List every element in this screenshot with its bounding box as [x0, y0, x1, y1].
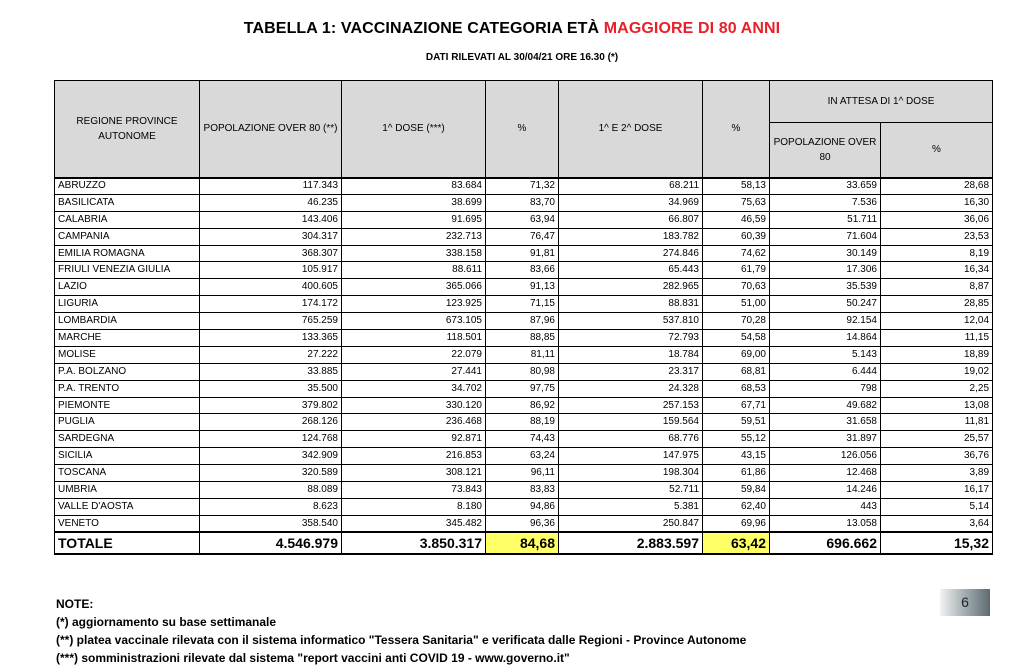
- note-line: (**) platea vaccinale rilevata con il sistema informatico "Tessera Sanitaria" e verificata dalle Regioni - Province Autonome: [56, 633, 747, 647]
- cell-attesa-popolazione: 33.659: [770, 178, 881, 195]
- cell-dose12: 274.846: [559, 245, 703, 262]
- cell-dose1: 330.120: [342, 397, 486, 414]
- cell-regione: VENETO: [55, 515, 200, 532]
- cell-dose1: 22.079: [342, 346, 486, 363]
- cell-pct2: 74,62: [703, 245, 770, 262]
- page-title: [0, 20, 1024, 38]
- cell-pct2: 46,59: [703, 211, 770, 228]
- cell-regione: SICILIA: [55, 448, 200, 465]
- cell-attesa-pct: 19,02: [881, 363, 993, 380]
- cell-attesa-popolazione: 798: [770, 380, 881, 397]
- cell-pct2: 70,63: [703, 279, 770, 296]
- cell-popolazione: 358.540: [200, 515, 342, 532]
- cell-pct1: 96,36: [486, 515, 559, 532]
- cell-dose1: 365.066: [342, 279, 486, 296]
- cell-attesa-pct: 28,68: [881, 178, 993, 195]
- cell-popolazione: 143.406: [200, 211, 342, 228]
- cell-dose12: 159.564: [559, 414, 703, 431]
- cell-dose1: 236.468: [342, 414, 486, 431]
- cell-pct1: 81,11: [486, 346, 559, 363]
- cell-attesa-pct: 3,64: [881, 515, 993, 532]
- cell-dose12: 23.317: [559, 363, 703, 380]
- cell-pct1: 63,24: [486, 448, 559, 465]
- cell-dose12: 282.965: [559, 279, 703, 296]
- header-dose1: 1^ DOSE (***): [342, 81, 486, 178]
- cell-popolazione: 117.343: [200, 178, 342, 195]
- cell-regione: MOLISE: [55, 346, 200, 363]
- cell-attesa-pct: 3,89: [881, 465, 993, 482]
- cell-attesa-popolazione: 14.864: [770, 330, 881, 347]
- cell-attesa-pct: 8,19: [881, 245, 993, 262]
- cell-attesa-popolazione: 51.711: [770, 211, 881, 228]
- cell-attesa-pct: 13,08: [881, 397, 993, 414]
- cell-attesa-popolazione: 92.154: [770, 313, 881, 330]
- cell-attesa-popolazione: 71.604: [770, 228, 881, 245]
- cell-attesa-pct: 28,85: [881, 296, 993, 313]
- cell-regione: ABRUZZO: [55, 178, 200, 195]
- cell-attesa-pct: 16,17: [881, 482, 993, 499]
- table-row: [55, 448, 993, 465]
- cell-regione: PIEMONTE: [55, 397, 200, 414]
- cell-pct1: 86,92: [486, 397, 559, 414]
- table-row: [55, 397, 993, 414]
- cell-dose12: 68.776: [559, 431, 703, 448]
- cell-attesa-pct: 36,76: [881, 448, 993, 465]
- cell-dose12: 250.847: [559, 515, 703, 532]
- cell-attesa-pct: 11,81: [881, 414, 993, 431]
- cell-popolazione: 174.172: [200, 296, 342, 313]
- total-attesa-popolazione: 696.662: [770, 532, 881, 554]
- cell-popolazione: 379.802: [200, 397, 342, 414]
- cell-popolazione: 133.365: [200, 330, 342, 347]
- cell-attesa-pct: 12,04: [881, 313, 993, 330]
- cell-pct2: 60,39: [703, 228, 770, 245]
- cell-dose1: 216.853: [342, 448, 486, 465]
- cell-pct1: 63,94: [486, 211, 559, 228]
- cell-popolazione: 46.235: [200, 194, 342, 211]
- cell-popolazione: 124.768: [200, 431, 342, 448]
- cell-pct2: 75,63: [703, 194, 770, 211]
- cell-dose12: 5.381: [559, 498, 703, 515]
- cell-dose1: 338.158: [342, 245, 486, 262]
- cell-attesa-popolazione: 12.468: [770, 465, 881, 482]
- total-row: [55, 532, 993, 554]
- cell-regione: P.A. TRENTO: [55, 380, 200, 397]
- total-popolazione: 4.546.979: [200, 532, 342, 554]
- cell-popolazione: 342.909: [200, 448, 342, 465]
- cell-dose1: 73.843: [342, 482, 486, 499]
- total-pct1: 84,68: [486, 532, 559, 554]
- total-label: TOTALE: [55, 532, 200, 554]
- cell-attesa-pct: 25,57: [881, 431, 993, 448]
- cell-pct2: 59,51: [703, 414, 770, 431]
- table-row: [55, 296, 993, 313]
- cell-popolazione: 33.885: [200, 363, 342, 380]
- cell-pct2: 69,96: [703, 515, 770, 532]
- cell-regione: LAZIO: [55, 279, 200, 296]
- cell-dose12: 198.304: [559, 465, 703, 482]
- note-line: (***) somministrazioni rilevate dal sistema "report vaccini anti COVID 19 - www.governo.it": [56, 651, 570, 665]
- cell-popolazione: 765.259: [200, 313, 342, 330]
- notes-heading: NOTE:: [56, 597, 94, 611]
- cell-attesa-popolazione: 49.682: [770, 397, 881, 414]
- cell-pct2: 54,58: [703, 330, 770, 347]
- cell-dose1: 34.702: [342, 380, 486, 397]
- cell-pct1: 83,70: [486, 194, 559, 211]
- table-body: [55, 178, 993, 533]
- cell-attesa-popolazione: 7.536: [770, 194, 881, 211]
- table-row: [55, 194, 993, 211]
- cell-pct2: 43,15: [703, 448, 770, 465]
- cell-dose1: 232.713: [342, 228, 486, 245]
- page-number: 6: [940, 589, 990, 616]
- cell-pct2: 55,12: [703, 431, 770, 448]
- cell-attesa-pct: 18,89: [881, 346, 993, 363]
- cell-attesa-popolazione: 6.444: [770, 363, 881, 380]
- table-row: [55, 515, 993, 532]
- cell-pct1: 91,13: [486, 279, 559, 296]
- cell-pct2: 68,81: [703, 363, 770, 380]
- cell-dose12: 24.328: [559, 380, 703, 397]
- table-row: [55, 262, 993, 279]
- table-row: [55, 211, 993, 228]
- table-row: [55, 482, 993, 499]
- table-row: [55, 228, 993, 245]
- table-row: [55, 346, 993, 363]
- cell-pct1: 74,43: [486, 431, 559, 448]
- cell-popolazione: 320.589: [200, 465, 342, 482]
- header-regione: REGIONE PROVINCE AUTONOME: [55, 81, 200, 178]
- header-attesa-pct: %: [881, 123, 993, 178]
- cell-attesa-pct: 16,34: [881, 262, 993, 279]
- cell-dose1: 38.699: [342, 194, 486, 211]
- cell-dose12: 34.969: [559, 194, 703, 211]
- cell-dose1: 27.441: [342, 363, 486, 380]
- cell-dose12: 72.793: [559, 330, 703, 347]
- cell-dose12: 257.153: [559, 397, 703, 414]
- cell-pct1: 87,96: [486, 313, 559, 330]
- table-row: [55, 330, 993, 347]
- cell-attesa-popolazione: 14.246: [770, 482, 881, 499]
- cell-dose1: 345.482: [342, 515, 486, 532]
- cell-dose1: 92.871: [342, 431, 486, 448]
- cell-dose12: 537.810: [559, 313, 703, 330]
- cell-regione: VALLE D'AOSTA: [55, 498, 200, 515]
- cell-pct2: 59,84: [703, 482, 770, 499]
- cell-popolazione: 368.307: [200, 245, 342, 262]
- cell-dose12: 18.784: [559, 346, 703, 363]
- cell-dose12: 147.975: [559, 448, 703, 465]
- cell-popolazione: 27.222: [200, 346, 342, 363]
- total-dose12: 2.883.597: [559, 532, 703, 554]
- cell-pct1: 88,19: [486, 414, 559, 431]
- cell-attesa-pct: 5,14: [881, 498, 993, 515]
- cell-attesa-popolazione: 443: [770, 498, 881, 515]
- cell-attesa-pct: 23,53: [881, 228, 993, 245]
- cell-pct2: 68,53: [703, 380, 770, 397]
- cell-attesa-pct: 16,30: [881, 194, 993, 211]
- cell-dose12: 65.443: [559, 262, 703, 279]
- cell-popolazione: 400.605: [200, 279, 342, 296]
- table-row: [55, 279, 993, 296]
- cell-dose1: 91.695: [342, 211, 486, 228]
- cell-pct1: 91,81: [486, 245, 559, 262]
- notes: [56, 595, 746, 667]
- table-row: [55, 498, 993, 515]
- cell-attesa-pct: 11,15: [881, 330, 993, 347]
- cell-dose1: 8.180: [342, 498, 486, 515]
- cell-regione: FRIULI VENEZIA GIULIA: [55, 262, 200, 279]
- cell-regione: TOSCANA: [55, 465, 200, 482]
- cell-dose1: 118.501: [342, 330, 486, 347]
- cell-pct1: 94,86: [486, 498, 559, 515]
- cell-pct1: 80,98: [486, 363, 559, 380]
- cell-popolazione: 35.500: [200, 380, 342, 397]
- cell-popolazione: 304.317: [200, 228, 342, 245]
- table-row: [55, 178, 993, 195]
- cell-dose12: 68.211: [559, 178, 703, 195]
- cell-attesa-popolazione: 31.658: [770, 414, 881, 431]
- header-attesa-popolazione: POPOLAZIONE OVER 80: [770, 123, 881, 178]
- table-row: [55, 363, 993, 380]
- cell-pct2: 51,00: [703, 296, 770, 313]
- cell-pct1: 97,75: [486, 380, 559, 397]
- cell-regione: SARDEGNA: [55, 431, 200, 448]
- cell-pct2: 61,86: [703, 465, 770, 482]
- cell-regione: UMBRIA: [55, 482, 200, 499]
- cell-regione: BASILICATA: [55, 194, 200, 211]
- table-row: [55, 465, 993, 482]
- page-subtitle: DATI RILEVATI AL 30/04/21 ORE 16.30 (*): [425, 52, 619, 63]
- cell-attesa-pct: 2,25: [881, 380, 993, 397]
- cell-pct1: 83,83: [486, 482, 559, 499]
- cell-pct2: 62,40: [703, 498, 770, 515]
- cell-dose12: 52.711: [559, 482, 703, 499]
- note-line: (*) aggiornamento su base settimanale: [56, 615, 277, 629]
- cell-attesa-popolazione: 31.897: [770, 431, 881, 448]
- total-pct2: 63,42: [703, 532, 770, 554]
- cell-dose1: 673.105: [342, 313, 486, 330]
- cell-pct2: 61,79: [703, 262, 770, 279]
- total-attesa-pct: 15,32: [881, 532, 993, 554]
- cell-popolazione: 8.623: [200, 498, 342, 515]
- title-highlight: MAGGIORE DI 80 ANNI: [603, 20, 781, 37]
- cell-pct2: 67,71: [703, 397, 770, 414]
- header-attesa: IN ATTESA DI 1^ DOSE: [770, 81, 993, 123]
- cell-popolazione: 268.126: [200, 414, 342, 431]
- table-row: [55, 431, 993, 448]
- cell-regione: CALABRIA: [55, 211, 200, 228]
- cell-regione: LIGURIA: [55, 296, 200, 313]
- cell-dose1: 308.121: [342, 465, 486, 482]
- cell-attesa-pct: 8,87: [881, 279, 993, 296]
- cell-regione: CAMPANIA: [55, 228, 200, 245]
- header-pct2: %: [703, 81, 770, 178]
- cell-dose12: 183.782: [559, 228, 703, 245]
- cell-dose1: 88.611: [342, 262, 486, 279]
- cell-attesa-popolazione: 30.149: [770, 245, 881, 262]
- table-row: [55, 414, 993, 431]
- cell-dose1: 123.925: [342, 296, 486, 313]
- cell-popolazione: 105.917: [200, 262, 342, 279]
- table-row: [55, 313, 993, 330]
- cell-attesa-pct: 36,06: [881, 211, 993, 228]
- cell-attesa-popolazione: 13.058: [770, 515, 881, 532]
- cell-dose12: 66.807: [559, 211, 703, 228]
- cell-attesa-popolazione: 50.247: [770, 296, 881, 313]
- table-row: [55, 245, 993, 262]
- total-dose1: 3.850.317: [342, 532, 486, 554]
- cell-regione: P.A. BOLZANO: [55, 363, 200, 380]
- title-prefix: TABELLA 1: VACCINAZIONE CATEGORIA ETÀ: [243, 20, 604, 37]
- cell-pct1: 71,15: [486, 296, 559, 313]
- table-row: [55, 380, 993, 397]
- cell-popolazione: 88.089: [200, 482, 342, 499]
- cell-regione: LOMBARDIA: [55, 313, 200, 330]
- cell-regione: MARCHE: [55, 330, 200, 347]
- cell-regione: PUGLIA: [55, 414, 200, 431]
- cell-dose12: 88.831: [559, 296, 703, 313]
- cell-pct1: 88,85: [486, 330, 559, 347]
- cell-attesa-popolazione: 17.306: [770, 262, 881, 279]
- header-popolazione: POPOLAZIONE OVER 80 (**): [200, 81, 342, 178]
- cell-dose1: 83.684: [342, 178, 486, 195]
- header-pct1: %: [486, 81, 559, 178]
- cell-pct1: 76,47: [486, 228, 559, 245]
- cell-pct1: 96,11: [486, 465, 559, 482]
- cell-pct2: 69,00: [703, 346, 770, 363]
- cell-pct2: 58,13: [703, 178, 770, 195]
- vaccination-table: [54, 80, 993, 555]
- cell-attesa-popolazione: 35.539: [770, 279, 881, 296]
- cell-attesa-popolazione: 5.143: [770, 346, 881, 363]
- header-dose12: 1^ E 2^ DOSE: [559, 81, 703, 178]
- cell-pct1: 83,66: [486, 262, 559, 279]
- cell-regione: EMILIA ROMAGNA: [55, 245, 200, 262]
- cell-pct1: 71,32: [486, 178, 559, 195]
- cell-attesa-popolazione: 126.056: [770, 448, 881, 465]
- cell-pct2: 70,28: [703, 313, 770, 330]
